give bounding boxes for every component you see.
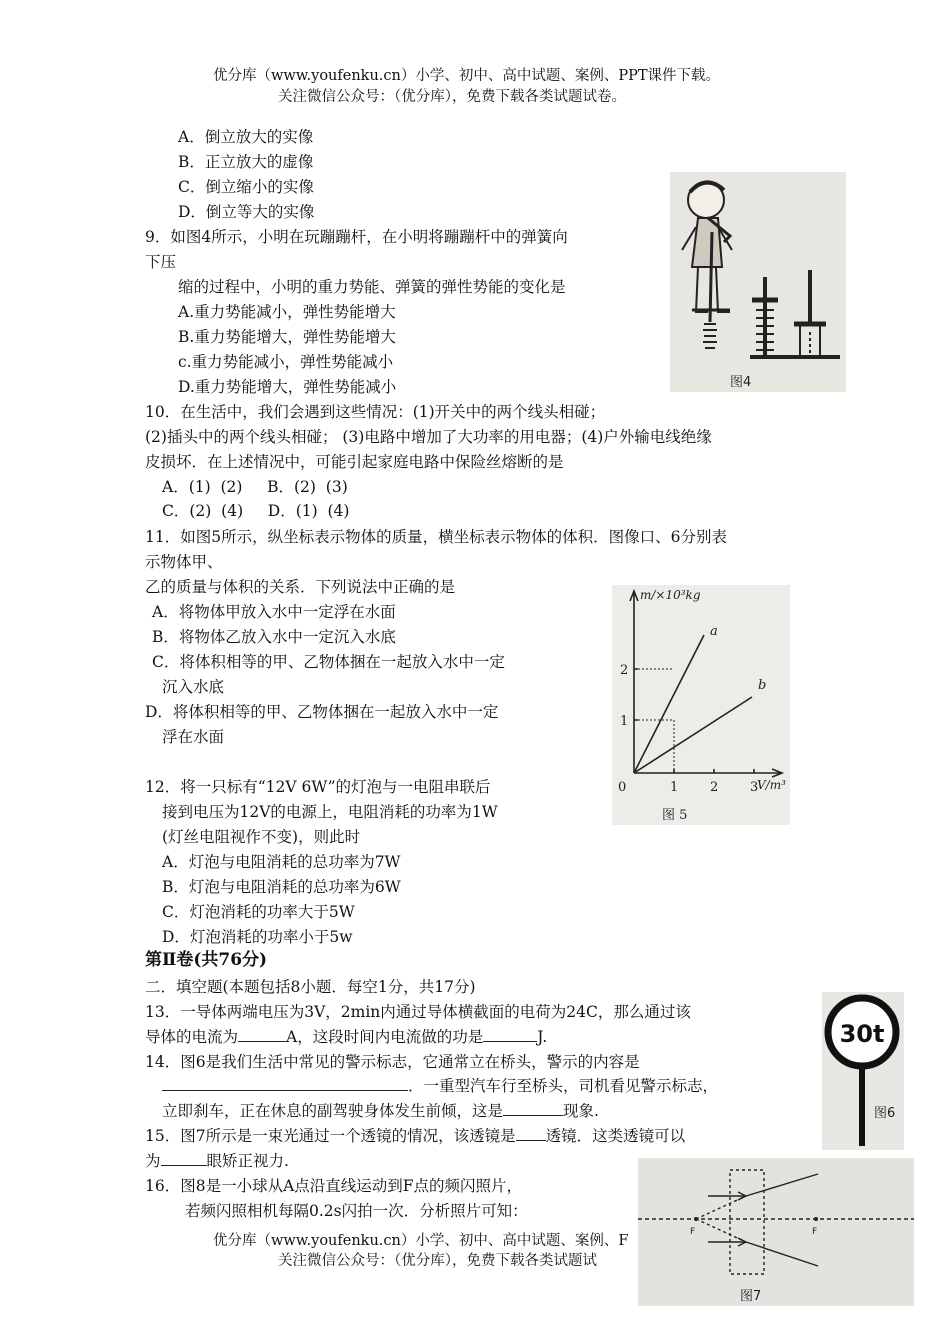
figure-5: [612, 585, 790, 825]
q11-line-2: 示物体甲、: [145, 553, 223, 571]
q11-option-c-line-2: 沉入水底: [162, 678, 225, 696]
q12-option-d: D．灯泡消耗的功率小于5w: [162, 928, 353, 946]
q15-line-1: [145, 1127, 685, 1145]
q14-line-3-part-b: 现象.: [563, 1102, 599, 1120]
figure-4: [670, 172, 846, 392]
q11-line-3: 乙的质量与体积的关系．下列说法中正确的是: [145, 578, 456, 596]
q15-line-2-part-b: 眼矫正视力.: [206, 1152, 289, 1170]
sign-pole: [859, 1066, 865, 1146]
q15-line-1-part-a: 15．图7所示是一束光通过一个透镜的情况，该透镜是: [145, 1127, 516, 1145]
q9-line-3: 缩的过程中，小明的重力势能、弹簧的弹性势能的变化是: [178, 278, 566, 296]
q12-line-1: 12．将一只标有“12V 6W”的灯泡与一电阻串联后: [145, 778, 491, 796]
fig5-ytick-2: 2: [620, 663, 629, 678]
fig5-ytick-1: 1: [620, 714, 629, 729]
footer-line-2: 关注微信公众号：（优分库），免费下载各类试题试: [278, 1253, 597, 1269]
q9-option-b: B.重力势能增大，弹性势能增大: [178, 328, 396, 346]
fig5-ylabel: m/×10³kg: [640, 588, 701, 602]
q15-line-2: [145, 1152, 289, 1170]
q14-line-3-part-a: 立即刹车，正在休息的副驾驶身体发生前倾，这是: [162, 1102, 504, 1120]
q16-line-2: 若频闪照相机每隔0.2s闪拍一次．分析照片可知：: [185, 1202, 528, 1220]
q8-option-b: B．正立放大的虚像: [178, 153, 314, 171]
figure-5-graph: [612, 585, 790, 825]
q14-line-1: 14．图6是我们生活中常见的警示标志，它通常立在桥头，警示的内容是: [145, 1053, 640, 1071]
q8-option-a: A．倒立放大的实像: [178, 128, 314, 146]
figure-7-caption: 图7: [740, 1289, 762, 1304]
q14-blank-phenomenon[interactable]: [503, 1115, 563, 1116]
section-2-heading: 二．填空题(本题包括8小题．每空1分，共17分): [145, 978, 476, 996]
q10-line-3: 皮损坏．在上述情况中，可能引起家庭电路中保险丝熔断的是: [145, 453, 564, 471]
q10-options-row-2: C．(2) (4) D．(1) (4): [162, 502, 350, 520]
q15-line-1-part-b: 透镜．这类透镜可以: [545, 1127, 686, 1145]
footer-line-1: 优分库（www.youfenku.cn）小学、初中、高中试题、案例、F: [213, 1233, 629, 1249]
figure-6-sign: [822, 992, 904, 1150]
q15-blank-lens-type[interactable]: [516, 1140, 546, 1141]
figure-7-lens: [638, 1158, 914, 1306]
part-2-title: 第Ⅱ卷(共76分): [145, 950, 268, 970]
q8-option-c: C．倒立缩小的实像: [178, 178, 314, 196]
figure-7: [638, 1158, 914, 1306]
header-line-1: 优分库（www.youfenku.cn）小学、初中、高中试题、案例、PPT课件下载。: [213, 68, 721, 84]
fig5-label-b: b: [758, 678, 767, 693]
focus-left-label: F: [690, 1227, 696, 1237]
q11-option-d-line-2: 浮在水面: [162, 728, 225, 746]
q9-line-1: 9．如图4所示，小明在玩蹦蹦杆，在小明将蹦蹦杆中的弹簧向: [145, 228, 568, 246]
q14-line-3: [162, 1102, 599, 1120]
sign-text: 30t: [839, 1020, 885, 1048]
q15-blank-eye[interactable]: [161, 1165, 207, 1166]
q13-line-2: [145, 1028, 547, 1046]
q10-options-row-1: A．(1) (2) B．(2) (3): [162, 478, 348, 496]
fig5-xtick-3: 3: [750, 780, 759, 795]
fig5-origin: 0: [618, 780, 627, 795]
q13-blank-current[interactable]: [238, 1041, 286, 1042]
q9-line-2: 下压: [145, 253, 177, 271]
q11-option-c-line-1: C．将体积相等的甲、乙物体捆在一起放入水中一定: [152, 653, 505, 671]
q9-option-d: D.重力势能增大，弹性势能减小: [178, 378, 397, 396]
q14-blank-meaning[interactable]: [162, 1090, 408, 1091]
fig5-label-a: a: [710, 624, 718, 639]
q15-line-2-part-a: 为: [145, 1152, 161, 1170]
q12-option-c: C．灯泡消耗的功率大于5W: [162, 903, 355, 921]
q12-option-a: A．灯泡与电阻消耗的总功率为7W: [162, 853, 401, 871]
q14-line-2-text: ．一重型汽车行至桥头，司机看见警示标志，: [408, 1077, 719, 1095]
q8-option-d: D．倒立等大的实像: [178, 203, 315, 221]
q11-option-d-line-1: D．将体积相等的甲、乙物体捆在一起放入水中一定: [145, 703, 499, 721]
fig5-xtick-1: 1: [670, 780, 679, 795]
q14-line-2: [162, 1077, 718, 1095]
q10-line-2: (2)插头中的两个线头相碰； (3)电路中增加了大功率的用电器；(4)户外输电线绝缘: [145, 428, 712, 446]
focus-right-dot: [814, 1217, 818, 1221]
focus-left-dot: [694, 1217, 698, 1221]
figure-6-caption: 图6: [874, 1106, 896, 1121]
fig5-xtick-2: 2: [710, 780, 719, 795]
fig5-xlabel: V/m³: [757, 778, 786, 792]
figure-4-caption: 图4: [730, 375, 752, 390]
q16-line-1: 16．图8是一小球从A点沿直线运动到F点的频闪照片，: [145, 1177, 523, 1195]
header-line-2: 关注微信公众号：（优分库），免费下载各类试题试卷。: [278, 89, 626, 105]
q12-line-3: (灯丝电阻视作不变)，则此时: [162, 828, 361, 846]
q13-line-2-part-a: 导体的电流为: [145, 1028, 239, 1046]
q13-line-2-part-c: J.: [537, 1028, 548, 1046]
q9-option-a: A.重力势能减小，弹性势能增大: [178, 303, 396, 321]
q11-option-b: B．将物体乙放入水中一定沉入水底: [152, 628, 396, 646]
q13-line-2-part-b: A，这段时间内电流做的功是: [286, 1028, 484, 1046]
figure-6: [822, 992, 904, 1150]
q11-option-a: A．将物体甲放入水中一定浮在水面: [152, 603, 396, 621]
fig5-caption: 图 5: [662, 808, 688, 823]
q12-option-b: B．灯泡与电阻消耗的总功率为6W: [162, 878, 401, 896]
q10-line-1: 10．在生活中，我们会遇到这些情况：(1)开关中的两个线头相碰；: [145, 403, 606, 421]
q9-option-c: c.重力势能减小，弹性势能减小: [178, 353, 394, 371]
q12-line-2: 接到电压为12V的电源上，电阻消耗的功率为1W: [162, 803, 498, 821]
q11-line-1: 11．如图5所示，纵坐标表示物体的质量，横坐标表示物体的体积．图像口、6分别表: [145, 528, 727, 546]
q13-line-1: 13．一导体两端电压为3V，2min内通过导体横截面的电荷为24C，那么通过该: [145, 1003, 691, 1021]
figure-4-drawing: [670, 172, 846, 392]
focus-right-label: F: [812, 1227, 818, 1237]
q13-blank-work[interactable]: [483, 1041, 537, 1042]
